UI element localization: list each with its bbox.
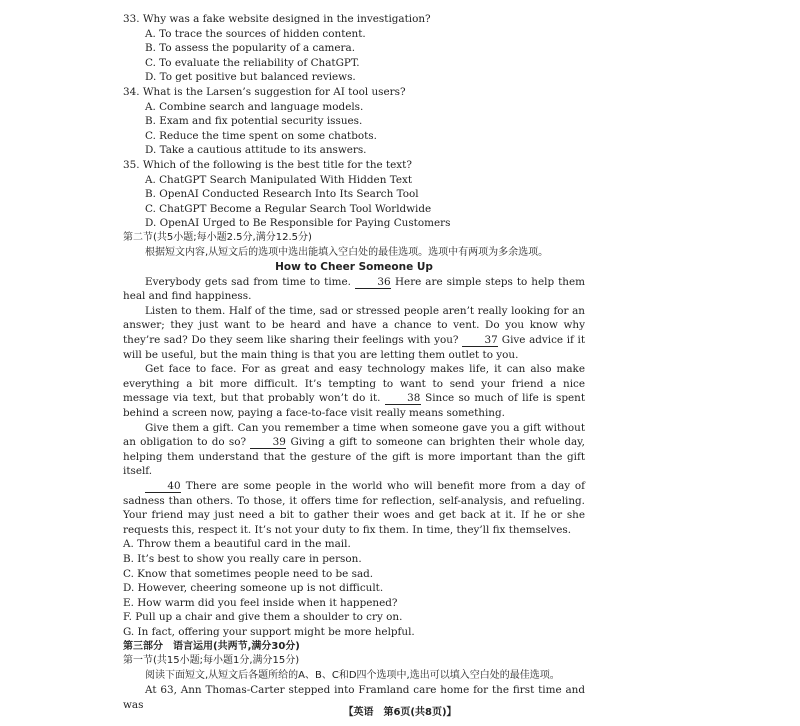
question-35 <box>123 158 585 231</box>
text: Get face to face. For as great and easy technology makes life, it can also make everything a bit more difficult. It’s tempting to want to send your friend a nice message via text, but that probably won’t do it. <box>123 363 585 405</box>
choice: B. It’s best to show you really care in person. <box>123 552 362 565</box>
paragraph-2 <box>123 304 585 362</box>
option: C. To evaluate the reliability of ChatGPT. <box>145 56 360 69</box>
text: Since so much of life is spent behind a screen now, paying a face-to-face visit really means something. <box>123 392 586 420</box>
choice: A. Throw them a beautiful card in the mail. <box>123 538 351 551</box>
blank-37: 37 <box>462 334 498 347</box>
option: C. Reduce the time spent on some chatbots. <box>145 129 377 142</box>
paragraph-5 <box>123 479 585 537</box>
text: Everybody gets sad from time to time. <box>145 275 351 288</box>
option: D. To get positive but balanced reviews. <box>145 71 356 84</box>
section-instruction: 阅读下面短文,从短文后各题所给的A、B、C和D四个选项中,选出可以填入空白处的最佳选项。 <box>145 669 560 681</box>
text: Listen to them. Half of the time, sad or stressed people aren’t really looking for an answer; they just want to be heard and have a chance to vent. Do you know why they’re sad? Do they seem like sharing their feelings with you? <box>123 304 585 347</box>
choice: D. However, cheering someone up is not difficult. <box>123 582 384 595</box>
option: C. ChatGPT Become a Regular Search Tool Worldwide <box>145 202 432 215</box>
choice: E. How warm did you feel inside when it happened? <box>123 596 398 609</box>
question-stem: 35. Which of the following is the best title for the text? <box>123 158 412 171</box>
text: Give them a gift. Can you remember a time when someone gave you a gift without an obligation to do so? <box>123 421 585 449</box>
paragraph-3 <box>123 362 585 420</box>
blank-39: 39 <box>250 436 286 449</box>
part-header: 第三部分 语言运用(共两节,满分30分) <box>123 640 300 652</box>
choice: F. Pull up a chair and give them a shoulder to cry on. <box>123 611 403 624</box>
option: B. OpenAI Conducted Research Into Its Search Tool <box>145 188 419 201</box>
question-34 <box>123 85 585 158</box>
choice-list <box>123 537 585 639</box>
paragraph-4 <box>123 421 585 479</box>
section-header: 第二节(共5小题;每小题2.5分,满分12.5分) <box>123 231 312 243</box>
paragraph-1 <box>123 275 585 304</box>
question-33 <box>123 12 585 85</box>
option: D. Take a cautious attitude to its answers. <box>145 144 367 157</box>
option: A. To trace the sources of hidden content. <box>145 27 366 40</box>
exam-page <box>123 12 585 713</box>
question-stem: 34. What is the Larsen’s suggestion for AI tool users? <box>123 85 406 98</box>
option: D. OpenAI Urged to Be Responsible for Paying Customers <box>145 217 451 230</box>
text: Give advice if it will be useful, but the main thing is that you are letting them outlet to you. <box>123 334 586 361</box>
passage-start: At 63, Ann Thomas-Carter stepped into Framland care home for the first time and was <box>123 684 585 711</box>
choice: C. Know that sometimes people need to be sad. <box>123 567 374 580</box>
blank-36: 36 <box>355 276 391 289</box>
blank-40: 40 <box>145 480 181 493</box>
page-footer: 【英语 第6页(共8页)】 <box>343 707 457 718</box>
section-header: 第一节(共15小题;每小题1分,满分15分) <box>123 655 300 667</box>
question-stem: 33. Why was a fake website designed in the investigation? <box>123 13 431 25</box>
text: Here are simple steps to help them heal and find happiness. <box>123 275 585 303</box>
passage-title: How to Cheer Someone Up <box>275 261 433 274</box>
section-instruction: 根据短文内容,从短文后的选项中选出能填入空白处的最佳选项。选项中有两项为多余选项。 <box>145 246 549 258</box>
option: B. To assess the popularity of a camera. <box>145 42 356 55</box>
blank-38: 38 <box>385 392 421 405</box>
option: B. Exam and fix potential security issues. <box>145 115 363 128</box>
option: A. Combine search and language models. <box>145 100 364 113</box>
text: Giving a gift to someone can brighten their whole day, helping them understand that the gesture of the gift is more important than the gift itself. <box>123 436 585 478</box>
option: A. ChatGPT Search Manipulated With Hidden Text <box>145 173 413 186</box>
text: There are some people in the world who will benefit more from a day of sadness than others. To those, it offers time for reflection, self-analysis, and refueling. Your friend may just need a bit to gather their woes and get back at it. If he or she requests this, respect it. It’s not your duty to fix them. In time, they’ll fix themselves. <box>123 480 585 536</box>
choice: G. In fact, offering your support might be more helpful. <box>123 625 415 638</box>
